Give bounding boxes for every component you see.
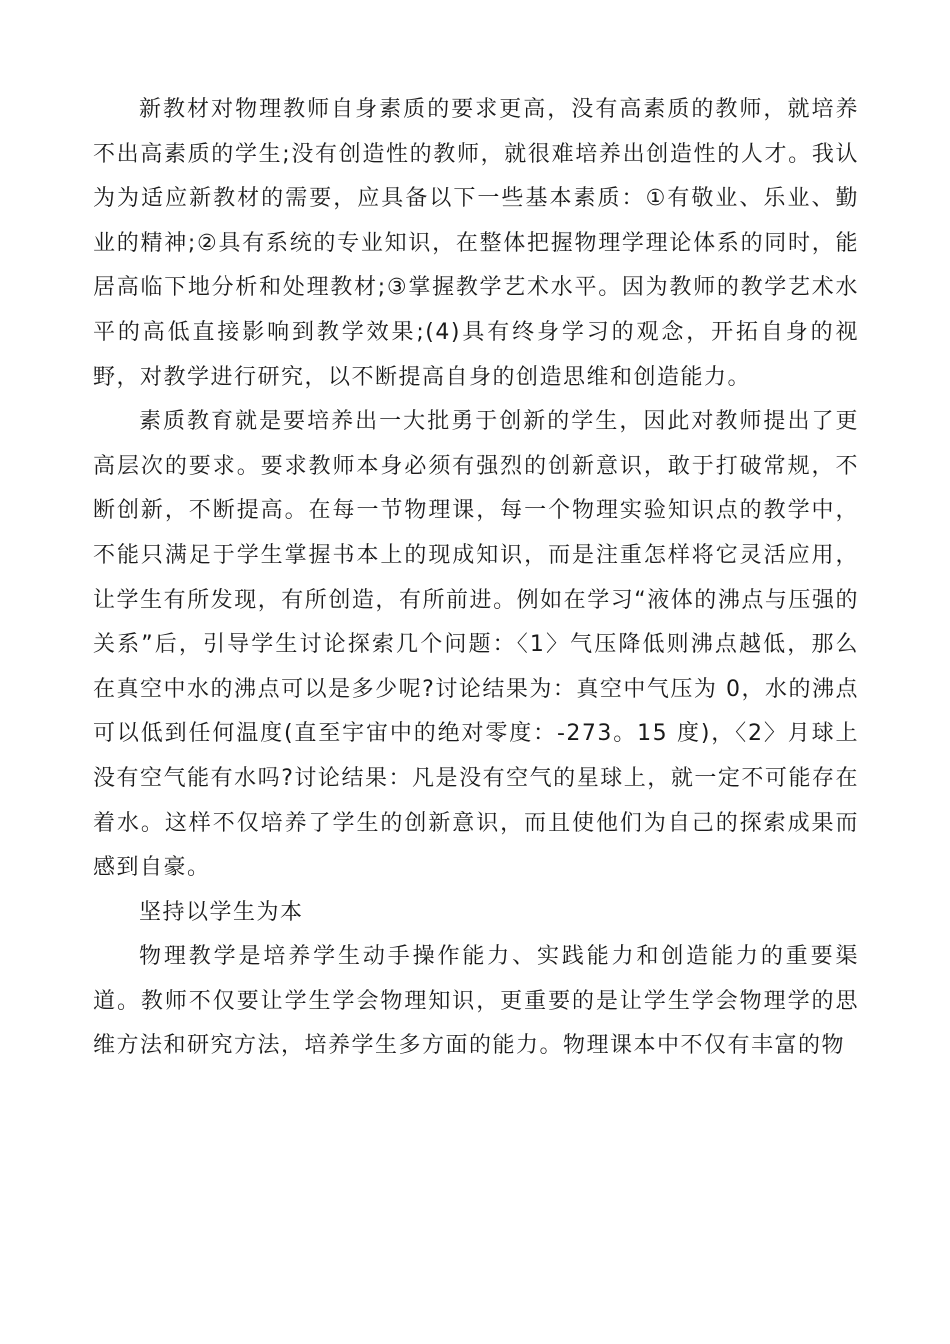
paragraph-innovation: 素质教育就是要培养出一大批勇于创新的学生，因此对教师提出了更高层次的要求。要求教师本身必须有强烈的创新意识，敢于打破常规，不断创新，不断提高。在每一节物理课，每一个物理实验知识点的教学中，不能只满足于学生掌握书本上的现成知识，而是注重怎样将它灵活应用，让学生有所发现，有所创造，有所前进。例如在学习“液体的沸点与压强的关系”后，引导学生讨论探索几个问题：〈1〉气压降低则沸点越低，那么在真空中水的沸点可以是多少呢?讨论结果为：真空中气压为 0，水的沸点可以低到任何温度(直至宇宙中的绝对零度：-273。15 度)，〈2〉月球上没有空气能有水吗?讨论结果：凡是没有空气的星球上，就一定不可能存在着水。这样不仅培养了学生的创新意识，而且使他们为自己的探索成果而感到自豪。 <box>93 409 859 881</box>
paragraph-physics-teaching: 物理教学是培养学生动手操作能力、实践能力和创造能力的重要渠道。教师不仅要让学生学会物理知识，更重要的是让学生学会物理学的思维方法和研究方法，培养学生多方面的能力。物理课本中不仅有丰富的物 <box>93 944 859 1059</box>
paragraph-teacher-quality: 新教材对物理教师自身素质的要求更高，没有高素质的教师，就培养不出高素质的学生;没有创造性的教师，就很难培养出创造性的人才。我认为为适应新教材的需要，应具备以下一些基本素质：①有敬业、乐业、勤业的精神;②具有系统的专业知识，在整体把握物理学理论体系的同时，能居高临下地分析和处理教材;③掌握教学艺术水平。因为教师的教学艺术水平的高低直接影响到教学效果;(4)具有终身学习的观念，开拓自身的视野，对教学进行研究，以不断提高自身的创造思维和创造能力。 <box>93 97 859 390</box>
document-page <box>93 88 859 1069</box>
section-heading-student-centered: 坚持以学生为本 <box>139 899 304 925</box>
